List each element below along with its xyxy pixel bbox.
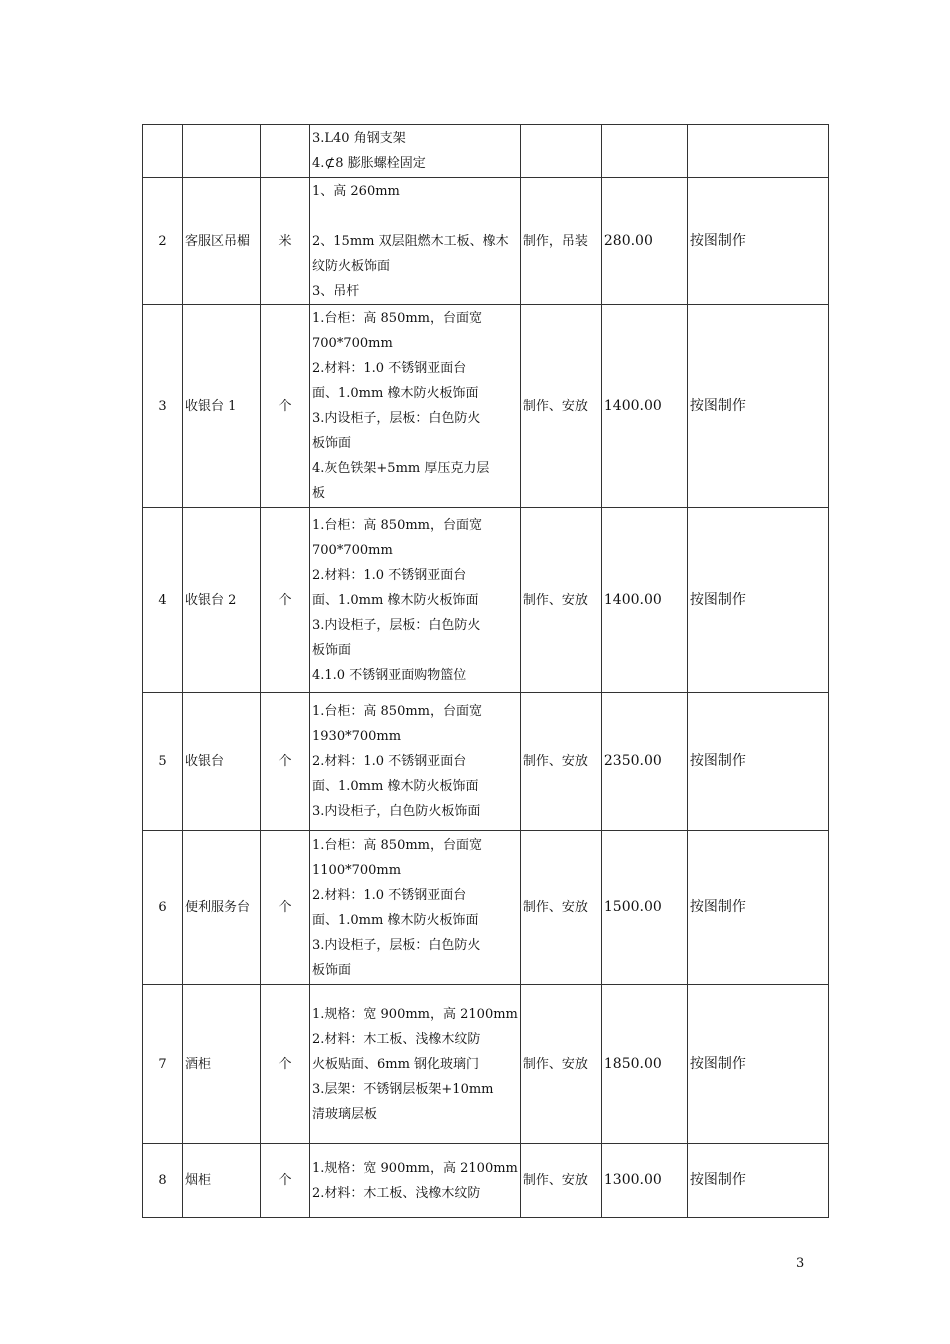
spec-line: 1、高 260mm (312, 183, 400, 199)
spec-line: 2、15mm 双层阻燃木工板、橡木 (312, 233, 509, 249)
remark-cell: 按图制作 (687, 693, 828, 831)
table-row (143, 693, 829, 831)
unit-cell (261, 125, 310, 178)
remark-cell: 按图制作 (687, 178, 828, 305)
spec-line: 1.规格：宽 900mm，高 2100mm (312, 1006, 518, 1022)
item-number-cell (143, 125, 183, 178)
spec-line: 4.灰色铁架+5mm 厚压克力层 (312, 461, 490, 476)
spec-line: 清玻璃层板 (312, 1106, 378, 1122)
spec-line: 1930*700mm (312, 729, 402, 744)
spec-cell (310, 1144, 521, 1218)
item-name-cell: 酒柜 (183, 985, 261, 1144)
spec-line: 3.内设柜子，层板：白色防火 (312, 937, 481, 953)
work-content-cell: 制作、安放 (520, 305, 601, 508)
spec-line: 3、吊杆 (312, 283, 360, 299)
unit-cell: 个 (261, 831, 310, 985)
spec-line: 板饰面 (312, 436, 352, 451)
unit-price-cell: 1400.00 (601, 508, 687, 693)
remark-cell: 按图制作 (687, 985, 828, 1144)
spec-cell (310, 178, 521, 305)
item-number-cell: 6 (143, 831, 183, 985)
remark-cell: 按图制作 (687, 1144, 828, 1218)
item-name-cell: 烟柜 (183, 1144, 261, 1218)
spec-line: 3.层架：不锈钢层板架+10mm (312, 1081, 494, 1097)
spec-line: 1.台柜：高 850mm，台面宽 (312, 311, 483, 326)
spec-line (312, 204, 518, 229)
unit-price-cell: 1500.00 (601, 831, 687, 985)
spec-line: 2.材料：1.0 不锈钢亚面台 (312, 887, 467, 903)
table-row (143, 178, 829, 305)
spec-line: 700*700mm (312, 336, 393, 351)
spec-line: 3.内设柜子，层板：白色防火 (312, 617, 481, 633)
work-content-cell: 制作、安放 (520, 693, 601, 831)
item-name-cell: 收银台 2 (183, 508, 261, 693)
spec-line: 板饰面 (312, 642, 352, 658)
quotation-table (142, 124, 829, 1218)
spec-line: 火板贴面、6mm 钢化玻璃门 (312, 1056, 480, 1072)
item-number-cell: 8 (143, 1144, 183, 1218)
item-name-cell: 便利服务台 (183, 831, 261, 985)
spec-line: 2.材料：1.0 不锈钢亚面台 (312, 567, 467, 583)
unit-cell: 个 (261, 693, 310, 831)
spec-line: 面、1.0mm 橡木防火板饰面 (312, 386, 479, 401)
work-content-cell: 制作、安放 (520, 831, 601, 985)
spec-line: 面、1.0mm 橡木防火板饰面 (312, 779, 479, 794)
unit-price-cell: 1850.00 (601, 985, 687, 1144)
work-content-cell: 制作，吊装 (520, 178, 601, 305)
unit-cell: 个 (261, 305, 310, 508)
spec-line: 3.内设柜子，白色防火板饰面 (312, 804, 481, 819)
spec-line: 2.材料：1.0 不锈钢亚面台 (312, 754, 467, 769)
item-number-cell: 4 (143, 508, 183, 693)
unit-cell: 米 (261, 178, 310, 305)
spec-cell (310, 693, 521, 831)
spec-cell (310, 305, 521, 508)
spec-line: 1.台柜：高 850mm，台面宽 (312, 517, 483, 533)
table-row (143, 985, 829, 1144)
spec-line: 4.⊄8 膨胀螺栓固定 (312, 156, 426, 171)
unit-price-cell (601, 125, 687, 178)
item-number-cell: 7 (143, 985, 183, 1144)
spec-cell (310, 831, 521, 985)
item-number-cell: 5 (143, 693, 183, 831)
remark-cell: 按图制作 (687, 305, 828, 508)
spec-cell (310, 985, 521, 1144)
spec-line: 1100*700mm (312, 862, 402, 878)
table-row (143, 508, 829, 693)
unit-price-cell: 2350.00 (601, 693, 687, 831)
unit-price-cell: 1300.00 (601, 1144, 687, 1218)
table-row (143, 1144, 829, 1218)
table-row (143, 125, 829, 178)
remark-cell: 按图制作 (687, 508, 828, 693)
work-content-cell: 制作、安放 (520, 985, 601, 1144)
unit-price-cell: 1400.00 (601, 305, 687, 508)
spec-line: 面、1.0mm 橡木防火板饰面 (312, 592, 479, 608)
remark-cell (687, 125, 828, 178)
item-number-cell: 2 (143, 178, 183, 305)
spec-line: 2.材料：1.0 不锈钢亚面台 (312, 361, 467, 376)
spec-line: 1.台柜：高 850mm，台面宽 (312, 837, 483, 853)
item-name-cell: 客服区吊楣 (183, 178, 261, 305)
item-number-cell: 3 (143, 305, 183, 508)
unit-cell: 个 (261, 1144, 310, 1218)
spec-line: 纹防火板饰面 (312, 258, 391, 274)
spec-cell (310, 125, 521, 178)
spec-line: 面、1.0mm 橡木防火板饰面 (312, 912, 479, 928)
work-content-cell (520, 125, 601, 178)
unit-price-cell: 280.00 (601, 178, 687, 305)
spec-line: 板饰面 (312, 962, 352, 978)
unit-cell: 个 (261, 508, 310, 693)
spec-line: 1.台柜：高 850mm，台面宽 (312, 704, 483, 719)
table-row (143, 831, 829, 985)
spec-cell (310, 508, 521, 693)
spec-line: 3.L40 角钢支架 (312, 131, 406, 146)
remark-cell: 按图制作 (687, 831, 828, 985)
work-content-cell: 制作、安放 (520, 1144, 601, 1218)
item-name-cell: 收银台 (183, 693, 261, 831)
unit-cell: 个 (261, 985, 310, 1144)
spec-line: 板 (312, 486, 326, 501)
spec-line: 1.规格：宽 900mm，高 2100mm (312, 1160, 518, 1176)
spec-line: 700*700mm (312, 542, 393, 558)
spec-line: 3.内设柜子，层板：白色防火 (312, 411, 481, 426)
work-content-cell: 制作、安放 (520, 508, 601, 693)
page-number: 3 (796, 1256, 805, 1271)
spec-line: 2.材料：木工板、浅橡木纹防 (312, 1031, 481, 1047)
item-name-cell: 收银台 1 (183, 305, 261, 508)
item-name-cell (183, 125, 261, 178)
table-row (143, 305, 829, 508)
spec-line: 4.1.0 不锈钢亚面购物篮位 (312, 667, 467, 683)
spec-line: 2.材料：木工板、浅橡木纹防 (312, 1185, 481, 1201)
